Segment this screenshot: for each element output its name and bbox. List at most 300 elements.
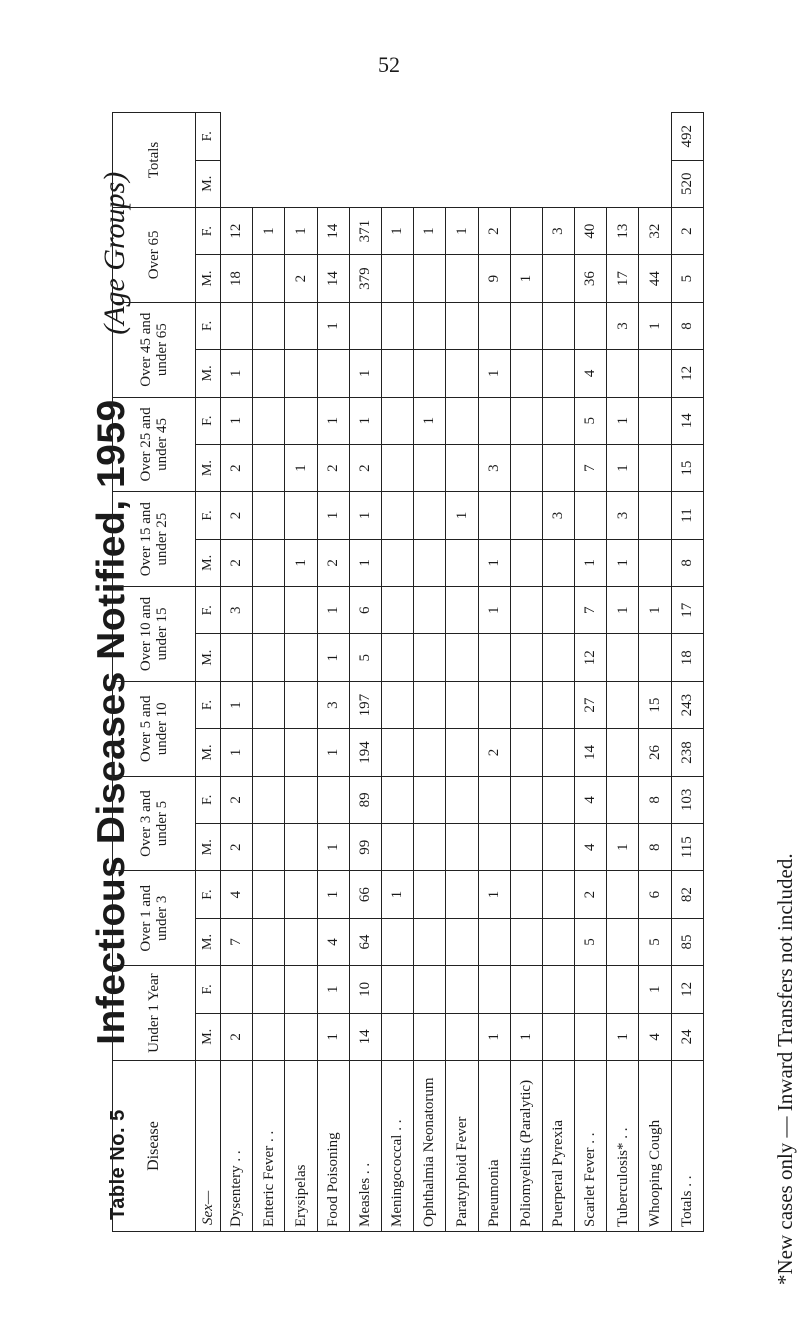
table-cell: [253, 966, 285, 1013]
table-cell: [510, 587, 542, 634]
table-cell: 2: [221, 444, 253, 491]
table-cell: [607, 871, 639, 918]
table-cell: 1: [381, 207, 413, 254]
male-column-header: M.: [196, 444, 221, 491]
table-cell: [381, 966, 413, 1013]
table-cell: [510, 302, 542, 349]
table-cell: 12: [221, 207, 253, 254]
table-cell: [446, 302, 478, 349]
table-cell: 1: [414, 207, 446, 254]
table-cell: [639, 539, 671, 586]
table-cell: [414, 871, 446, 918]
age-group-header: Over 65: [113, 207, 196, 302]
table-cell: [510, 681, 542, 728]
table-cell: [607, 350, 639, 397]
table-cell: 4: [317, 918, 349, 965]
table-cell: 5: [671, 255, 703, 302]
table-cell: 36: [575, 255, 607, 302]
table-cell: 5: [575, 397, 607, 444]
table-cell: [414, 776, 446, 823]
table-cell: 1: [317, 397, 349, 444]
table-cell: 14: [349, 1013, 381, 1060]
table-cell: 1: [317, 871, 349, 918]
table-cell: 99: [349, 824, 381, 871]
table-cell: 9: [478, 255, 510, 302]
table-cell: [253, 1013, 285, 1060]
table-cell: 13: [607, 207, 639, 254]
table-cell: [253, 587, 285, 634]
disease-name: Paratyphoid Fever: [446, 1061, 478, 1232]
table-cell: 8: [671, 302, 703, 349]
table-cell: [542, 350, 574, 397]
table-cell: [607, 729, 639, 776]
table-cell: [510, 492, 542, 539]
table-cell: [510, 539, 542, 586]
table-cell: [414, 1013, 446, 1060]
table-cell: [446, 255, 478, 302]
table-cell: 115: [671, 824, 703, 871]
table-cell: 1: [414, 397, 446, 444]
table-cell: 1: [285, 444, 317, 491]
footnote: *New cases only — Inward Transfers not included.: [773, 853, 797, 1285]
table-row: [478, 113, 510, 1232]
table-cell: [381, 824, 413, 871]
table-cell: 14: [671, 397, 703, 444]
table-cell: [575, 966, 607, 1013]
disease-name: Tuberculosis* . .: [607, 1061, 639, 1232]
table-cell: 3: [542, 492, 574, 539]
table-cell: 1: [478, 539, 510, 586]
table-cell: 3: [478, 444, 510, 491]
table-cell: 18: [221, 255, 253, 302]
male-column-header: M.: [196, 1013, 221, 1060]
table-cell: 1: [317, 824, 349, 871]
table-cell: [414, 729, 446, 776]
table-cell: 3: [607, 302, 639, 349]
table-cell: 85: [671, 918, 703, 965]
table-cell: 1: [607, 397, 639, 444]
disease-name: Puerperal Pyrexia: [542, 1061, 574, 1232]
table-cell: [607, 634, 639, 681]
table-cell: [542, 681, 574, 728]
disease-name: Erysipelas: [285, 1061, 317, 1232]
table-cell: [478, 302, 510, 349]
table-cell: 1: [285, 207, 317, 254]
table-cell: [381, 397, 413, 444]
table-cell: [285, 350, 317, 397]
table-cell: [414, 966, 446, 1013]
table-cell: [542, 587, 574, 634]
table-cell: 15: [671, 444, 703, 491]
table-cell: 1: [317, 634, 349, 681]
table-cell: [253, 444, 285, 491]
disease-table: [112, 112, 704, 1232]
table-row: [349, 113, 381, 1232]
table-cell: 4: [575, 776, 607, 823]
table-cell: 4: [575, 350, 607, 397]
table-cell: [446, 776, 478, 823]
table-cell: [510, 350, 542, 397]
table-cell: [414, 587, 446, 634]
table-cell: [253, 776, 285, 823]
table-cell: 18: [671, 634, 703, 681]
table-cell: [285, 634, 317, 681]
table-cell: [381, 492, 413, 539]
table-row: [575, 113, 607, 1232]
table-cell: [285, 824, 317, 871]
table-cell: [381, 776, 413, 823]
table-cell: [575, 1013, 607, 1060]
table-cell: [253, 350, 285, 397]
table-title: Infectious Diseases Notified, 1959: [90, 399, 133, 1045]
table-cell: 24: [671, 1013, 703, 1060]
male-column-header: M.: [196, 634, 221, 681]
table-cell: 27: [575, 681, 607, 728]
table-cell: 2: [478, 729, 510, 776]
table-cell: [414, 539, 446, 586]
table-cell: 4: [639, 1013, 671, 1060]
table-cell: 10: [349, 966, 381, 1013]
table-cell: [510, 966, 542, 1013]
table-cell: [542, 729, 574, 776]
table-cell: 2: [221, 539, 253, 586]
table-cell: [639, 444, 671, 491]
table-cell: 1: [510, 255, 542, 302]
table-cell: 40: [575, 207, 607, 254]
table-cell: [285, 587, 317, 634]
table-cell: [253, 824, 285, 871]
table-cell: [381, 729, 413, 776]
table-cell: [478, 966, 510, 1013]
table-cell: 1: [285, 539, 317, 586]
table-cell: 3: [607, 492, 639, 539]
disease-name: Enteric Fever . .: [253, 1061, 285, 1232]
disease-name: Scarlet Fever . .: [575, 1061, 607, 1232]
table-cell: [285, 302, 317, 349]
table-cell: [446, 966, 478, 1013]
disease-name: Meningococcal . .: [381, 1061, 413, 1232]
table-cell: [253, 634, 285, 681]
table-cell: [446, 634, 478, 681]
table-cell: 520: [671, 160, 703, 207]
table-cell: 4: [575, 824, 607, 871]
table-cell: [542, 776, 574, 823]
table-cell: [510, 397, 542, 444]
table-cell: 1: [221, 681, 253, 728]
table-cell: 2: [349, 444, 381, 491]
table-cell: [381, 681, 413, 728]
disease-name: Ophthalmia Neonatorum: [414, 1061, 446, 1232]
table-cell: 8: [671, 539, 703, 586]
table-cell: 1: [349, 539, 381, 586]
female-column-header: F.: [196, 207, 221, 254]
table-row: [607, 113, 639, 1232]
table-cell: [285, 871, 317, 918]
table-cell: [478, 397, 510, 444]
table-body: [221, 113, 704, 1232]
table-cell: 2: [671, 207, 703, 254]
table-cell: [253, 302, 285, 349]
table-cell: [253, 539, 285, 586]
disease-name: Dysentery . .: [221, 1061, 253, 1232]
table-cell: [446, 824, 478, 871]
table-cell: [381, 302, 413, 349]
table-cell: 103: [671, 776, 703, 823]
table-cell: 1: [607, 587, 639, 634]
table-cell: 66: [349, 871, 381, 918]
table-cell: [446, 729, 478, 776]
table-cell: 64: [349, 918, 381, 965]
table-cell: 2: [317, 444, 349, 491]
table-cell: [478, 492, 510, 539]
table-cell: [414, 681, 446, 728]
table-cell: [510, 776, 542, 823]
table-cell: [253, 918, 285, 965]
table-cell: [285, 1013, 317, 1060]
table-row: [253, 113, 285, 1232]
table-cell: 1: [478, 871, 510, 918]
table-cell: [542, 634, 574, 681]
table-cell: 1: [639, 966, 671, 1013]
table-cell: [639, 634, 671, 681]
table-cell: 2: [221, 776, 253, 823]
table-row: [510, 113, 542, 1232]
table-cell: [607, 776, 639, 823]
table-cell: [639, 350, 671, 397]
female-column-header: F.: [196, 587, 221, 634]
table-cell: 1: [639, 302, 671, 349]
age-group-header: Over 45 and under 65: [113, 302, 196, 397]
table-cell: [478, 918, 510, 965]
table-cell: [414, 492, 446, 539]
female-column-header: F.: [196, 492, 221, 539]
table-cell: [446, 539, 478, 586]
table-cell: 371: [349, 207, 381, 254]
male-column-header: M.: [196, 918, 221, 965]
disease-name: Food Poisoning: [317, 1061, 349, 1232]
table-cell: [381, 918, 413, 965]
table-row: [381, 113, 413, 1232]
table-cell: 14: [317, 255, 349, 302]
table-cell: [414, 350, 446, 397]
age-group-header: Totals: [113, 113, 196, 208]
table-cell: 5: [349, 634, 381, 681]
table-cell: [510, 824, 542, 871]
table-cell: 1: [221, 350, 253, 397]
male-column-header: M.: [196, 824, 221, 871]
female-column-header: F.: [196, 397, 221, 444]
table-cell: [542, 918, 574, 965]
female-column-header: F.: [196, 966, 221, 1013]
age-group-header: Over 5 and under 10: [113, 681, 196, 776]
table-cell: 238: [671, 729, 703, 776]
table-cell: 89: [349, 776, 381, 823]
table-cell: [285, 729, 317, 776]
table-label: Table No. 5: [107, 1109, 129, 1220]
table-cell: [542, 444, 574, 491]
table-cell: [414, 444, 446, 491]
table-cell: 32: [639, 207, 671, 254]
table-cell: 1: [575, 539, 607, 586]
table-cell: 2: [221, 492, 253, 539]
table-cell: 1: [478, 587, 510, 634]
table-cell: 1: [446, 207, 478, 254]
table-cell: [446, 350, 478, 397]
table-row: [221, 113, 253, 1232]
table-cell: 1: [381, 871, 413, 918]
male-column-header: M.: [196, 255, 221, 302]
table-cell: 82: [671, 871, 703, 918]
age-group-header: Over 3 and under 5: [113, 776, 196, 871]
male-column-header: M.: [196, 729, 221, 776]
table-cell: [510, 729, 542, 776]
table-cell: 2: [221, 1013, 253, 1060]
table-cell: 1: [253, 207, 285, 254]
table-cell: 7: [221, 918, 253, 965]
table-row: [414, 113, 446, 1232]
table-cell: [381, 255, 413, 302]
table-cell: [414, 824, 446, 871]
table-cell: [381, 539, 413, 586]
table-cell: 1: [607, 1013, 639, 1060]
disease-table-container: [112, 112, 704, 1232]
table-cell: [285, 966, 317, 1013]
table-cell: 1: [446, 492, 478, 539]
table-cell: 1: [221, 397, 253, 444]
table-cell: [221, 966, 253, 1013]
table-cell: 1: [607, 444, 639, 491]
table-cell: [253, 871, 285, 918]
table-row: [317, 113, 349, 1232]
table-cell: [446, 397, 478, 444]
table-cell: [253, 681, 285, 728]
table-cell: 1: [221, 729, 253, 776]
table-cell: 1: [349, 397, 381, 444]
table-cell: [446, 444, 478, 491]
age-group-header-row: [113, 113, 196, 1232]
table-cell: [542, 539, 574, 586]
table-cell: 14: [575, 729, 607, 776]
table-cell: [317, 776, 349, 823]
female-column-header: F.: [196, 776, 221, 823]
table-cell: [478, 681, 510, 728]
table-cell: [414, 634, 446, 681]
table-cell: 5: [575, 918, 607, 965]
table-cell: 15: [639, 681, 671, 728]
table-cell: [381, 1013, 413, 1060]
table-cell: [607, 918, 639, 965]
table-cell: [253, 397, 285, 444]
table-cell: [446, 1013, 478, 1060]
table-cell: 5: [639, 918, 671, 965]
table-cell: 194: [349, 729, 381, 776]
table-cell: 1: [317, 302, 349, 349]
female-column-header: F.: [196, 681, 221, 728]
table-cell: [607, 681, 639, 728]
table-cell: 1: [317, 1013, 349, 1060]
female-column-header: F.: [196, 871, 221, 918]
table-cell: 12: [671, 350, 703, 397]
table-cell: 379: [349, 255, 381, 302]
table-cell: [221, 634, 253, 681]
table-cell: [253, 492, 285, 539]
table-cell: 2: [221, 824, 253, 871]
female-column-header: F.: [196, 302, 221, 349]
table-row: [542, 113, 574, 1232]
table-cell: 1: [317, 587, 349, 634]
table-cell: [317, 350, 349, 397]
totals-row: [671, 113, 703, 1232]
table-cell: 6: [639, 871, 671, 918]
table-cell: 2: [575, 871, 607, 918]
table-cell: [446, 871, 478, 918]
table-cell: 243: [671, 681, 703, 728]
table-cell: [381, 350, 413, 397]
table-cell: [510, 918, 542, 965]
table-cell: [381, 444, 413, 491]
table-cell: 2: [285, 255, 317, 302]
table-cell: 12: [671, 966, 703, 1013]
table-cell: [542, 824, 574, 871]
table-cell: 8: [639, 824, 671, 871]
page-number: 52: [378, 52, 400, 77]
disease-name: Poliomyelitis (Paralytic): [510, 1061, 542, 1232]
table-cell: [510, 634, 542, 681]
table-cell: 7: [575, 587, 607, 634]
table-cell: 1: [317, 966, 349, 1013]
table-cell: [285, 776, 317, 823]
table-cell: [221, 302, 253, 349]
table-cell: [542, 397, 574, 444]
table-cell: 4: [221, 871, 253, 918]
table-cell: 1: [639, 587, 671, 634]
table-cell: 1: [510, 1013, 542, 1060]
table-cell: 26: [639, 729, 671, 776]
table-cell: [414, 255, 446, 302]
table-cell: 2: [478, 207, 510, 254]
table-cell: 1: [317, 729, 349, 776]
table-cell: 492: [671, 113, 703, 161]
table-cell: 6: [349, 587, 381, 634]
table-cell: [414, 302, 446, 349]
table-cell: [349, 302, 381, 349]
table-cell: [285, 492, 317, 539]
table-cell: 14: [317, 207, 349, 254]
sex-label: Sex—: [196, 1061, 221, 1232]
table-cell: [607, 966, 639, 1013]
table-cell: [575, 302, 607, 349]
age-group-header: Over 15 and under 25: [113, 492, 196, 587]
table-cell: 3: [221, 587, 253, 634]
table-cell: 1: [607, 824, 639, 871]
table-cell: [446, 587, 478, 634]
male-column-header: M.: [196, 539, 221, 586]
table-cell: [542, 255, 574, 302]
table-cell: [253, 729, 285, 776]
table-cell: 11: [671, 492, 703, 539]
table-cell: 1: [478, 1013, 510, 1060]
table-cell: [285, 681, 317, 728]
table-cell: [639, 397, 671, 444]
table-cell: 1: [607, 539, 639, 586]
table-cell: 17: [671, 587, 703, 634]
table-cell: 1: [349, 492, 381, 539]
table-cell: 2: [317, 539, 349, 586]
table-row: [285, 113, 317, 1232]
table-row: [639, 113, 671, 1232]
table-cell: [253, 255, 285, 302]
table-cell: 1: [317, 492, 349, 539]
